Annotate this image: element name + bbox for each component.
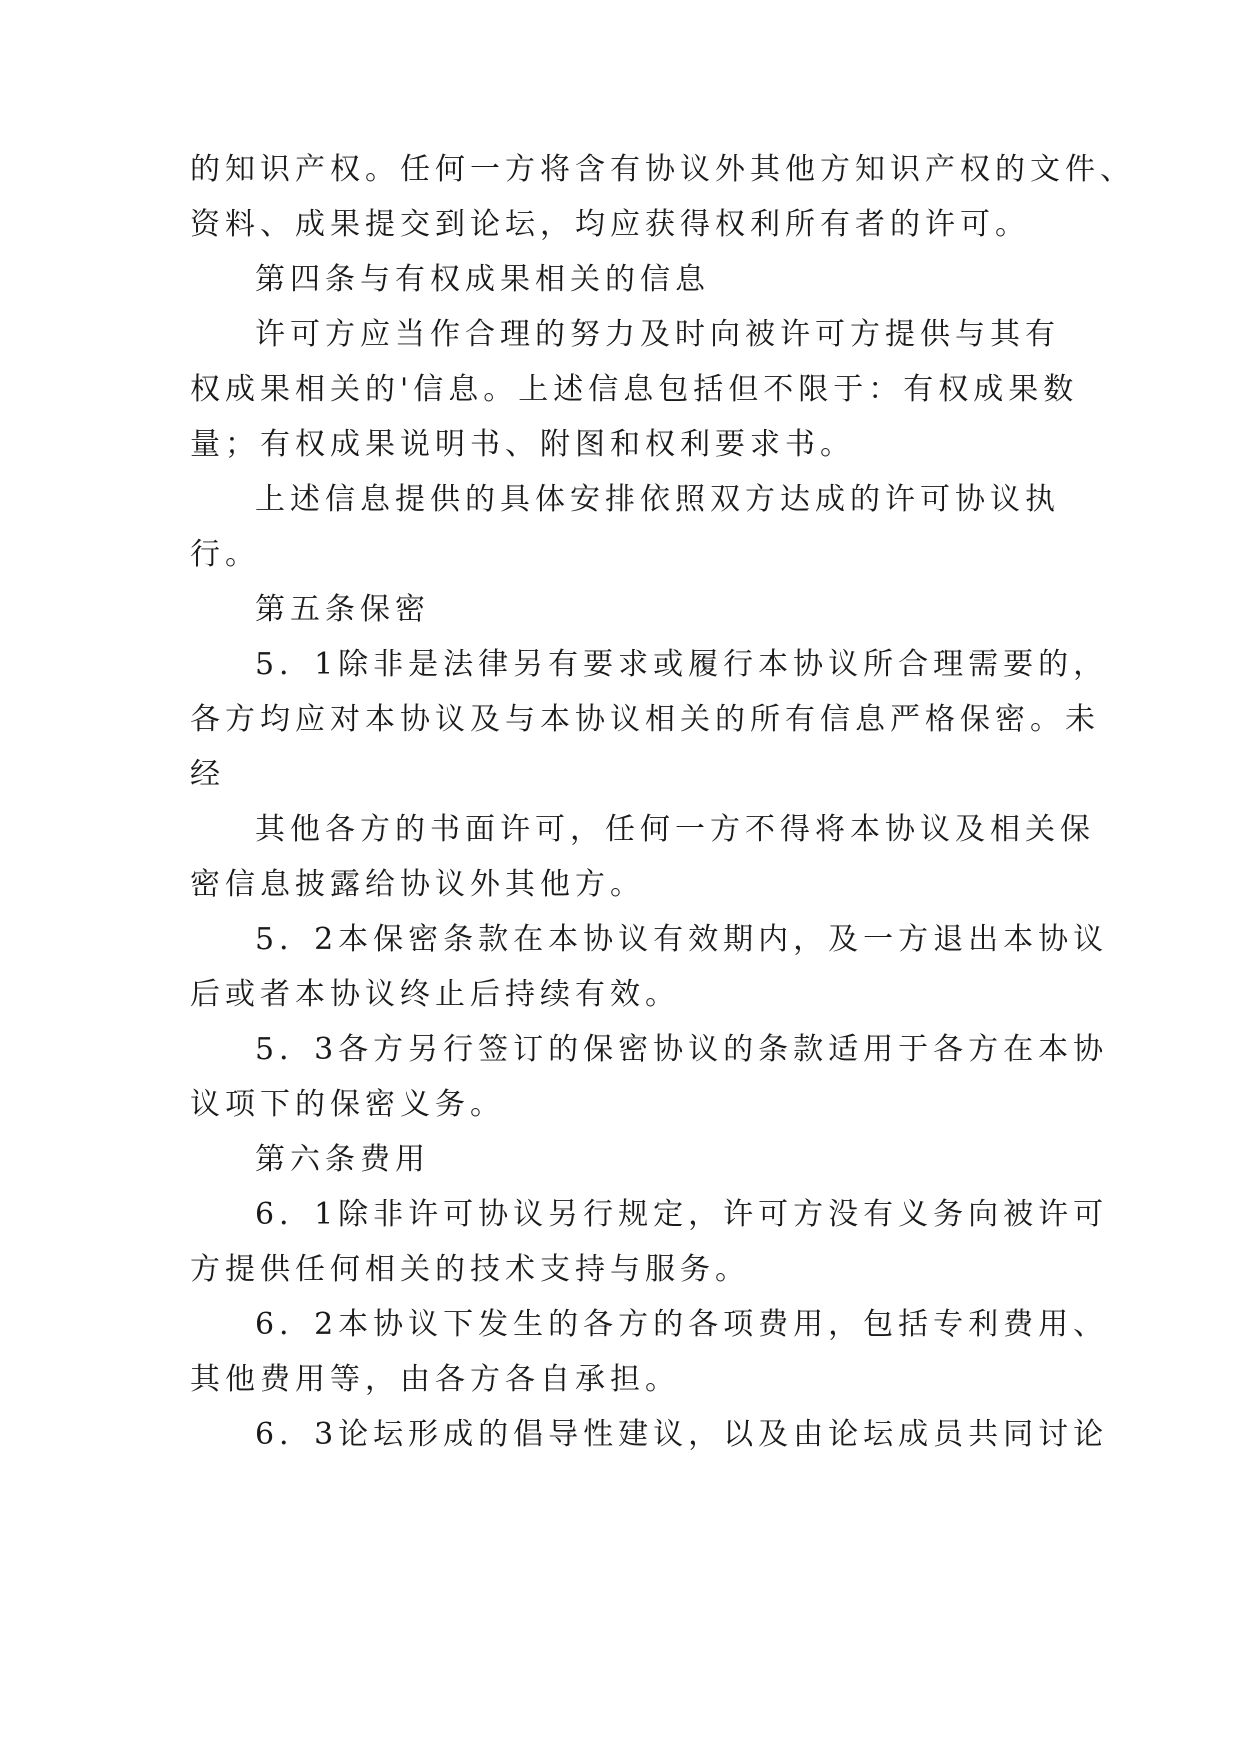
text-line: 其他费用等，由各方各自承担。: [190, 1362, 680, 1397]
text-line: 权成果相关的'信息。上述信息包括但不限于：有权成果数: [190, 372, 1079, 407]
section-heading: 第六条费用: [255, 1142, 430, 1177]
text-line: 许可方应当作合理的努力及时向被许可方提供与其有: [255, 317, 1060, 352]
text-line: 6．1除非许可协议另行规定，许可方没有义务向被许可: [255, 1197, 1109, 1232]
text-line: 上述信息提供的具体安排依照双方达成的许可协议执: [255, 482, 1060, 517]
text-line: 后或者本协议终止后持续有效。: [190, 977, 680, 1012]
text-line: 各方均应对本协议及与本协议相关的所有信息严格保密。未: [190, 702, 1100, 737]
text-line: 经: [190, 757, 225, 792]
text-line: 其他各方的书面许可，任何一方不得将本协议及相关保: [255, 812, 1095, 847]
section-heading: 第五条保密: [255, 592, 430, 627]
section-heading: 第四条与有权成果相关的信息: [255, 262, 710, 297]
text-line: 6．3论坛形成的倡导性建议，以及由论坛成员共同讨论: [255, 1417, 1109, 1452]
text-line: 密信息披露给协议外其他方。: [190, 867, 645, 902]
text-line: 6．2本协议下发生的各方的各项费用，包括专利费用、: [255, 1307, 1109, 1342]
text-line: 的知识产权。任何一方将含有协议外其他方知识产权的文件、: [190, 152, 1135, 187]
text-line: 行。: [190, 537, 260, 572]
text-line: 5．3各方另行签订的保密协议的条款适用于各方在本协: [255, 1032, 1109, 1067]
text-line: 5．1除非是法律另有要求或履行本协议所合理需要的，: [255, 647, 1109, 682]
text-line: 方提供任何相关的技术支持与服务。: [190, 1252, 750, 1287]
text-line: 5．2本保密条款在本协议有效期内，及一方退出本协议: [255, 922, 1109, 957]
text-line: 议项下的保密义务。: [190, 1087, 505, 1122]
text-line: 资料、成果提交到论坛，均应获得权利所有者的许可。: [190, 207, 1030, 242]
text-line: 量；有权成果说明书、附图和权利要求书。: [190, 427, 855, 462]
